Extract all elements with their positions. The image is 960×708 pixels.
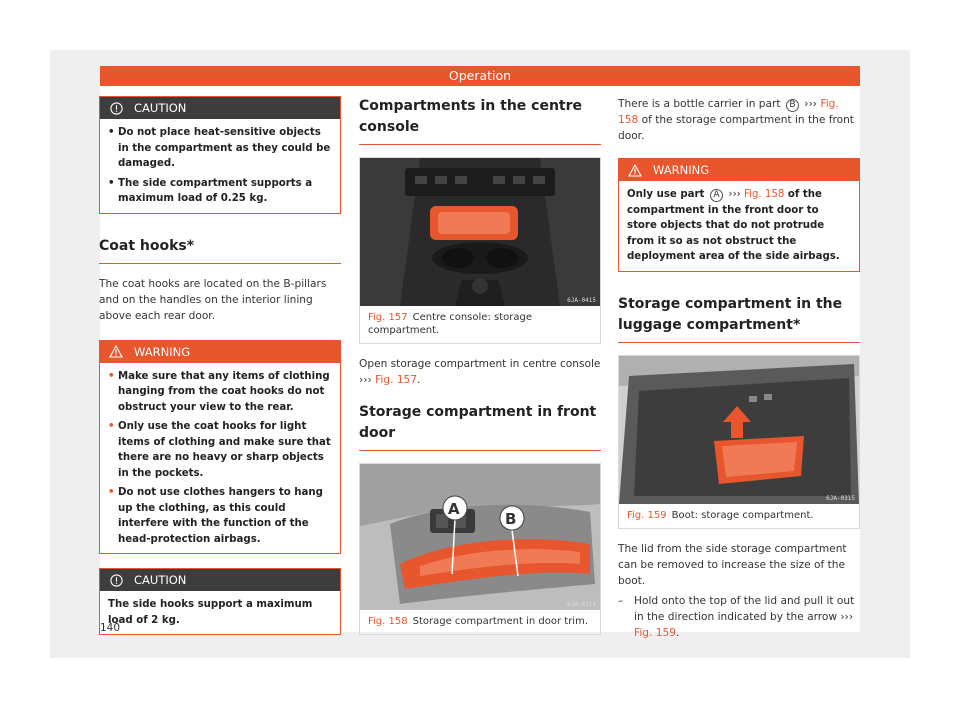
section-title-luggage: Storage compartment in the luggage compartment* xyxy=(618,294,860,343)
warning-item: • Only use the coat hooks for light items of clothing and make sure that there are no heavy or sharp objects in the pockets. xyxy=(108,419,332,481)
figure-caption-text: Centre console: storage compartment. xyxy=(368,312,532,336)
text-end: . xyxy=(417,374,421,386)
reference-figure: Fig. 157 xyxy=(375,374,418,386)
caution-header xyxy=(100,569,340,591)
door-trim-image xyxy=(360,464,600,610)
section-title-front-door: Storage compartment in front door xyxy=(359,402,601,451)
info-circle-icon xyxy=(108,100,124,116)
warning-item: • Make sure that any items of clothing hanging from the coat hooks do not obstruct your view to the rear. xyxy=(108,369,332,416)
warning-header xyxy=(619,159,859,181)
caution-body xyxy=(100,119,340,213)
luggage-text: The lid from the side storage compartment can be removed to increase the size of the boot. xyxy=(618,542,847,587)
reference-figure: Fig. 158 xyxy=(744,189,785,200)
boot-image xyxy=(619,356,859,504)
luggage-step xyxy=(618,593,860,641)
warning-item: • Do not use clothes hangers to hang up the clothing, as this could interfere with the function of the head-protection airbags. xyxy=(108,485,332,547)
figure-code: 6JA-0315 xyxy=(826,494,855,502)
warning-triangle-icon xyxy=(627,162,643,178)
section-title-centre-console: Compartments in the centre console xyxy=(359,96,601,145)
section-title-coat-hooks: Coat hooks* xyxy=(99,236,341,264)
reference-arrow: ››› xyxy=(840,610,854,623)
coat-hooks-text: The coat hooks are located on the B-pillars and on the handles on the interior lining above each rear door. xyxy=(99,277,327,322)
warning-box xyxy=(618,158,860,272)
caution-body xyxy=(100,591,340,634)
figure-caption-text: Boot: storage compartment. xyxy=(671,509,814,521)
figure-caption xyxy=(619,504,859,528)
caution-item: • The side compartment supports a maximum load of 0.25 kg. xyxy=(108,176,332,207)
warning-text-1: Only use part xyxy=(627,189,705,200)
figure-code: 6JA-0311 xyxy=(567,601,596,608)
reference-arrow: ››› xyxy=(804,98,817,110)
caution-header xyxy=(100,97,340,119)
reference-figure: Fig. 159 xyxy=(634,626,676,639)
info-circle-icon xyxy=(108,572,124,588)
warning-body xyxy=(100,363,340,554)
figure-code: 6JA-0415 xyxy=(567,297,596,304)
callout-label-b: B xyxy=(505,510,517,528)
reference-figure: Fig. 158 xyxy=(618,98,839,126)
caution-label: CAUTION xyxy=(134,573,187,587)
figure-number: Fig. 158 xyxy=(368,616,408,627)
figure-reference[interactable] xyxy=(729,189,785,200)
bottle-carrier-text xyxy=(618,96,860,144)
bottle-carrier-text-1: There is a bottle carrier in part xyxy=(618,98,781,110)
caution-box-1 xyxy=(99,96,341,214)
page-header: Operation xyxy=(100,66,860,86)
text-end: . xyxy=(675,626,680,639)
part-label-a: A xyxy=(710,189,723,202)
warning-label: WARNING xyxy=(653,163,710,177)
caution-item: • Do not place heat-sensitive objects in the compartment as they could be damaged. xyxy=(108,125,332,172)
figure-158 xyxy=(359,463,601,635)
bottle-carrier-text-2: of the storage compartment in the front door. xyxy=(618,114,854,142)
centre-console-text-body: Open storage compartment in centre console xyxy=(359,358,601,370)
reference-arrow: ››› xyxy=(359,374,372,386)
column-left xyxy=(99,96,341,649)
warning-triangle-icon xyxy=(108,344,124,360)
reference-arrow: ››› xyxy=(728,189,741,200)
part-label-b: B xyxy=(786,99,799,112)
figure-number: Fig. 157 xyxy=(368,312,408,323)
column-middle xyxy=(359,96,601,647)
figure-caption xyxy=(360,306,600,343)
luggage-step-text: Hold onto the top of the lid and pull it out in the direction indicated by the arrow xyxy=(634,594,855,623)
figure-caption xyxy=(360,610,600,634)
caution-box-2 xyxy=(99,568,341,635)
figure-reference[interactable] xyxy=(359,374,417,386)
caution-label: CAUTION xyxy=(134,101,187,115)
warning-text-2: of the compartment in the front door to store objects that do not protrude from it so as not obstruct the deployment area of the side airbags. xyxy=(627,189,840,262)
page-number: 140 xyxy=(100,622,121,634)
caution-text: The side hooks support a maximum load of 2 kg. xyxy=(108,599,313,626)
figure-number: Fig. 159 xyxy=(627,509,667,521)
figure-159 xyxy=(618,355,860,529)
figure-caption-text: Storage compartment in door trim. xyxy=(412,616,589,627)
warning-body xyxy=(619,181,859,271)
callout-label-a: A xyxy=(448,500,460,518)
figure-157 xyxy=(359,157,601,344)
centre-console-image xyxy=(360,158,600,306)
warning-label: WARNING xyxy=(134,344,191,359)
warning-box xyxy=(99,340,341,555)
column-right xyxy=(618,96,860,641)
centre-console-text xyxy=(359,356,601,388)
warning-header xyxy=(100,341,340,363)
